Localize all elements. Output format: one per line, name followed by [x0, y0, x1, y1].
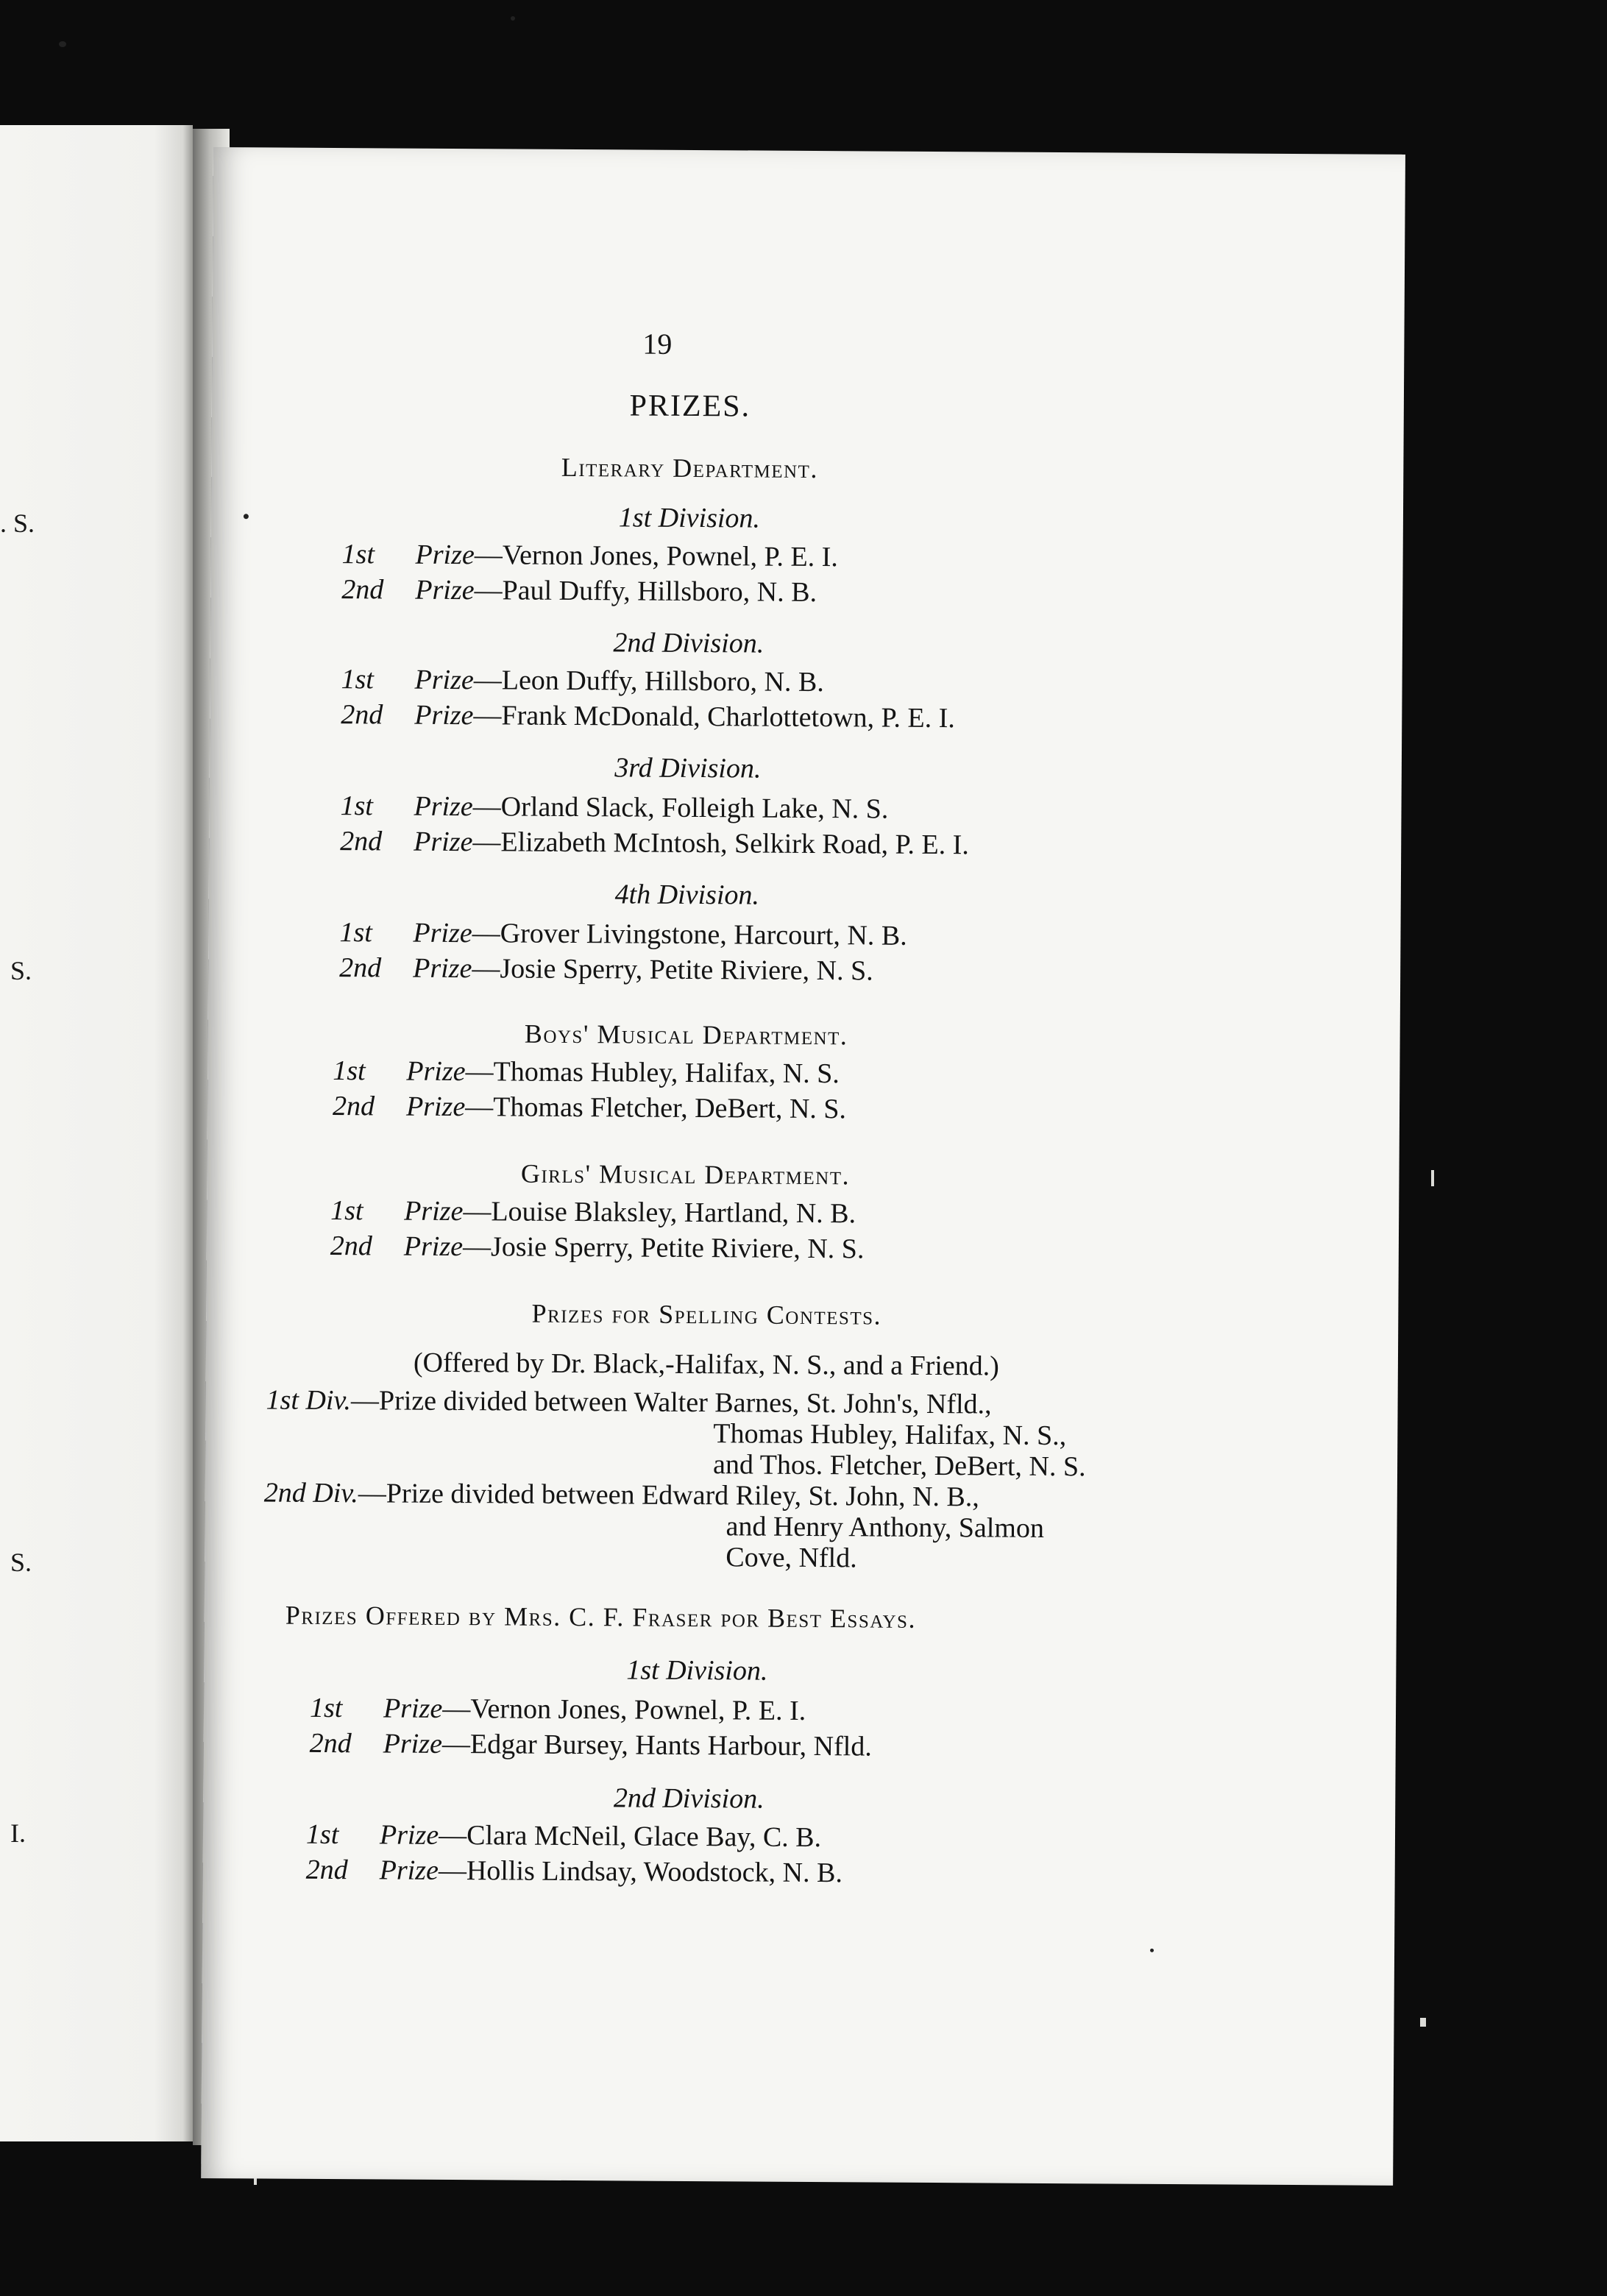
spelling-offered-by: (Offered by Dr. Black,-Halifax, N. S., and a Friend.): [413, 1347, 1000, 1382]
prize-entry: 2nd Prize—Josie Sperry, Petite Riviere, N. S.: [339, 952, 873, 987]
left-page-fragment: . S.: [0, 509, 35, 538]
prize-entry: 2nd Prize—Frank McDonald, Charlottetown, P. E. I.: [341, 699, 955, 734]
scan-speck: [1420, 2018, 1426, 2027]
prize-entry: 2nd Prize—Josie Sperry, Petite Riviere, N. S.: [330, 1230, 865, 1265]
scan-speck: [1431, 1170, 1434, 1186]
section-heading-boys-musical: Boys' Musical Department.: [524, 1018, 848, 1051]
section-heading-essays: Prizes Offered by Mrs. C. F. Fraser por Best Essays.: [285, 1600, 917, 1634]
division-heading: 2nd Division.: [613, 1782, 765, 1815]
prize-entry: 2nd Prize—Edgar Bursey, Hants Harbour, Nfld.: [309, 1727, 872, 1762]
prize-entry: 1st Prize—Thomas Hubley, Halifax, N. S.: [333, 1055, 840, 1090]
prize-entry: 2nd Prize—Thomas Fletcher, DeBert, N. S.: [332, 1091, 847, 1125]
spelling-division-continuation: and Thos. Fletcher, DeBert, N. S.: [712, 1449, 1086, 1483]
prize-entry: 2nd Prize—Paul Duffy, Hillsboro, N. B.: [341, 574, 817, 609]
prize-entry: 1st Prize—Grover Livingstone, Harcourt, N. B.: [339, 917, 907, 952]
spelling-division-continuation: Cove, Nfld.: [726, 1542, 857, 1574]
division-heading: 2nd Division.: [613, 627, 765, 659]
left-page-fragment: S.: [10, 956, 32, 985]
prize-entry: 1st Prize—Leon Duffy, Hillsboro, N. B.: [341, 664, 824, 698]
division-heading: 4th Division.: [614, 879, 760, 911]
spelling-division-continuation: and Henry Anthony, Salmon: [726, 1511, 1045, 1544]
spelling-division-entry: 2nd Div.—Prize divided between Edward Riley, St. John, N. B.,: [263, 1477, 979, 1513]
scan-speck: [511, 16, 515, 21]
left-page-fragment: I.: [10, 1818, 26, 1848]
adjacent-left-page: [0, 125, 193, 2141]
section-heading-girls-musical: Girls' Musical Department.: [520, 1158, 851, 1191]
division-heading: 1st Division.: [626, 1654, 768, 1687]
prize-entry: 2nd Prize—Elizabeth McIntosh, Selkirk Road, P. E. I.: [340, 826, 969, 861]
prize-entry: 2nd Prize—Hollis Lindsay, Woodstock, N. B.: [305, 1854, 843, 1889]
prize-entry: 1st Prize—Vernon Jones, Pownel, P. E. I.: [341, 539, 838, 573]
book-page: [201, 147, 1405, 2186]
spelling-division-continuation: Thomas Hubley, Halifax, N. S.,: [713, 1418, 1067, 1452]
prize-entry: 1st Prize—Vernon Jones, Pownel, P. E. I.: [309, 1692, 806, 1726]
section-heading-spelling: Prizes for Spelling Contests.: [531, 1298, 882, 1331]
spelling-division-entry: 1st Div.—Prize divided between Walter Barnes, St. John's, Nfld.,: [266, 1384, 992, 1420]
prize-entry: 1st Prize—Louise Blaksley, Hartland, N. B.: [330, 1194, 856, 1230]
division-heading: 3rd Division.: [614, 752, 762, 784]
division-heading: 1st Division.: [618, 502, 761, 534]
page-speck: [1150, 1949, 1154, 1952]
page-number: 19: [642, 327, 673, 361]
prize-entry: 1st Prize—Orland Slack, Folleigh Lake, N. S.: [340, 790, 889, 825]
page-title: PRIZES.: [629, 389, 751, 424]
prize-entry: 1st Prize—Clara McNeil, Glace Bay, C. B.: [305, 1818, 822, 1854]
left-page-fragment: S.: [10, 1548, 32, 1577]
scan-speck: [59, 41, 66, 47]
section-heading-literary: Literary Department.: [561, 452, 819, 484]
page-content: [213, 147, 1405, 1889]
